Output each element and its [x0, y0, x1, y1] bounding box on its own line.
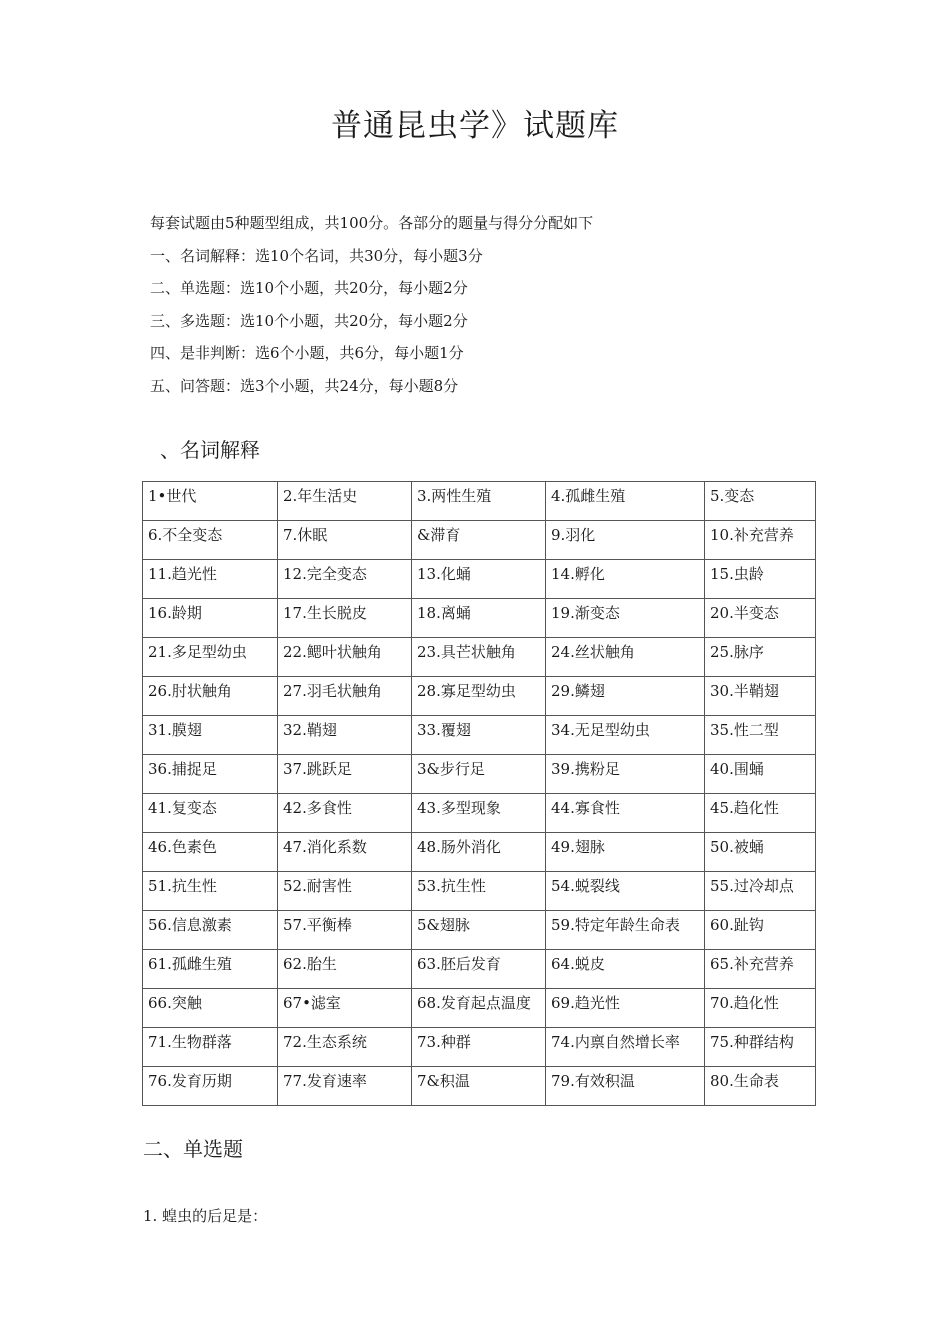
term-cell: 59.特定年龄生命表 — [546, 911, 705, 950]
term-cell: 73.种群 — [412, 1028, 546, 1067]
term-cell: 72.生态系统 — [278, 1028, 412, 1067]
term-cell: 41.复变态 — [143, 794, 278, 833]
term-cell: 68.发育起点温度 — [412, 989, 546, 1028]
table-row — [143, 677, 816, 716]
term-cell: 48.肠外消化 — [412, 833, 546, 872]
term-cell: 71.生物群落 — [143, 1028, 278, 1067]
question-1: 1. 蝗虫的后足是： — [143, 1207, 268, 1225]
term-cell: 28.寡足型幼虫 — [412, 677, 546, 716]
table-row — [143, 1067, 816, 1106]
term-cell: 12.完全变态 — [278, 560, 412, 599]
term-cell: 11.趋光性 — [143, 560, 278, 599]
term-cell: 76.发育历期 — [143, 1067, 278, 1106]
term-cell: 25.脉序 — [705, 638, 816, 677]
term-cell: 43.多型现象 — [412, 794, 546, 833]
term-cell: 60.趾钩 — [705, 911, 816, 950]
term-cell: 32.鞘翅 — [278, 716, 412, 755]
table-row — [143, 1028, 816, 1067]
term-cell: 5.变态 — [705, 482, 816, 521]
section-heading-single-choice: 二、单选题 — [143, 1137, 243, 1161]
term-cell: 10.补充营养 — [705, 521, 816, 560]
terms-table — [142, 481, 816, 1106]
term-cell: 69.趋光性 — [546, 989, 705, 1028]
term-cell: 79.有效积温 — [546, 1067, 705, 1106]
table-row — [143, 872, 816, 911]
term-cell: 13.化蛹 — [412, 560, 546, 599]
term-cell: 15.虫龄 — [705, 560, 816, 599]
intro-part: 五、问答题：选3个小题，共24分，每小题8分 — [150, 376, 459, 395]
term-cell: 26.肘状触角 — [143, 677, 278, 716]
table-row — [143, 755, 816, 794]
term-cell: 36.捕捉足 — [143, 755, 278, 794]
term-cell: 17.生长脱皮 — [278, 599, 412, 638]
term-cell: 62.胎生 — [278, 950, 412, 989]
term-cell: 61.孤雌生殖 — [143, 950, 278, 989]
term-cell: 65.补充营养 — [705, 950, 816, 989]
term-cell: 57.平衡棒 — [278, 911, 412, 950]
term-cell: 53.抗生性 — [412, 872, 546, 911]
term-cell: 50.被蛹 — [705, 833, 816, 872]
term-cell: 40.围蛹 — [705, 755, 816, 794]
term-cell: 56.信息激素 — [143, 911, 278, 950]
term-cell: 51.抗生性 — [143, 872, 278, 911]
table-row — [143, 794, 816, 833]
term-cell: 35.性二型 — [705, 716, 816, 755]
term-cell: 42.多食性 — [278, 794, 412, 833]
term-cell: 22.鳃叶状触角 — [278, 638, 412, 677]
term-cell: 74.内禀自然增长率 — [546, 1028, 705, 1067]
term-cell: 75.种群结构 — [705, 1028, 816, 1067]
term-cell: 33.覆翅 — [412, 716, 546, 755]
intro-part: 四、是非判断：选6个小题，共6分，每小题1分 — [150, 344, 464, 362]
term-cell: 16.龄期 — [143, 599, 278, 638]
intro-summary: 每套试题由5种题型组成，共100分。各部分的题量与得分分配如下 — [150, 214, 594, 232]
term-cell: 34.无足型幼虫 — [546, 716, 705, 755]
term-cell: 80.生命表 — [705, 1067, 816, 1106]
term-cell: 9.羽化 — [546, 521, 705, 560]
term-cell: 49.翅脉 — [546, 833, 705, 872]
term-cell: 18.离蛹 — [412, 599, 546, 638]
term-cell: 24.丝状触角 — [546, 638, 705, 677]
term-cell: 66.突触 — [143, 989, 278, 1028]
term-cell: 45.趋化性 — [705, 794, 816, 833]
term-cell: 47.消化系数 — [278, 833, 412, 872]
term-cell: 44.寡食性 — [546, 794, 705, 833]
term-cell: 2.年生活史 — [278, 482, 412, 521]
term-cell: 4.孤雌生殖 — [546, 482, 705, 521]
table-row — [143, 911, 816, 950]
term-cell: 64.蜕皮 — [546, 950, 705, 989]
term-cell: 6.不全变态 — [143, 521, 278, 560]
term-cell: 20.半变态 — [705, 599, 816, 638]
term-cell: 63.胚后发育 — [412, 950, 546, 989]
term-cell: 7&积温 — [412, 1067, 546, 1106]
term-cell: 19.渐变态 — [546, 599, 705, 638]
term-cell: 67•滤室 — [278, 989, 412, 1028]
intro-part: 三、多选题：选10个小题，共20分，每小题2分 — [150, 311, 468, 330]
intro-part: 一、名词解释：选10个名词，共30分，每小题3分 — [150, 246, 483, 265]
term-cell: 54.蜕裂线 — [546, 872, 705, 911]
table-row — [143, 560, 816, 599]
term-cell: 55.过冷却点 — [705, 872, 816, 911]
term-cell: 3.两性生殖 — [412, 482, 546, 521]
term-cell: 3&步行足 — [412, 755, 546, 794]
term-cell: 5&翅脉 — [412, 911, 546, 950]
term-cell: 23.具芒状触角 — [412, 638, 546, 677]
table-row — [143, 638, 816, 677]
section-heading-terms: 、名词解释 — [160, 438, 260, 462]
term-cell: 14.孵化 — [546, 560, 705, 599]
term-cell: 77.发育速率 — [278, 1067, 412, 1106]
table-row — [143, 833, 816, 872]
term-cell: 1•世代 — [143, 482, 278, 521]
table-row — [143, 599, 816, 638]
term-cell: 52.耐害性 — [278, 872, 412, 911]
term-cell: 29.鳞翅 — [546, 677, 705, 716]
term-cell: 21.多足型幼虫 — [143, 638, 278, 677]
term-cell: 39.携粉足 — [546, 755, 705, 794]
table-row — [143, 521, 816, 560]
table-row — [143, 989, 816, 1028]
page-title: 普通昆虫学》试题库 — [331, 108, 619, 144]
term-cell: 46.色素色 — [143, 833, 278, 872]
term-cell: 30.半鞘翅 — [705, 677, 816, 716]
exam-intro — [150, 210, 593, 405]
table-row — [143, 482, 816, 521]
term-cell: 37.跳跃足 — [278, 755, 412, 794]
table-row — [143, 950, 816, 989]
intro-part: 二、单选题：选10个小题，共20分，每小题2分 — [150, 279, 468, 297]
term-cell: &滞育 — [412, 521, 546, 560]
term-cell: 27.羽毛状触角 — [278, 677, 412, 716]
table-row — [143, 716, 816, 755]
term-cell: 70.趋化性 — [705, 989, 816, 1028]
term-cell: 7.休眠 — [278, 521, 412, 560]
term-cell: 31.膜翅 — [143, 716, 278, 755]
